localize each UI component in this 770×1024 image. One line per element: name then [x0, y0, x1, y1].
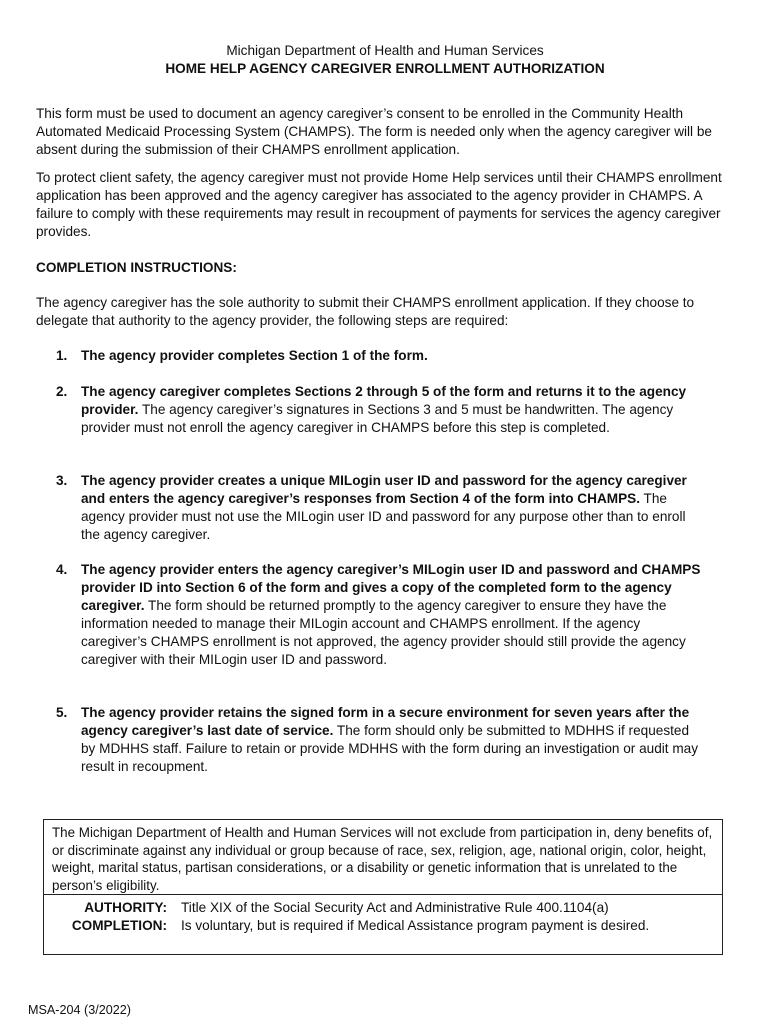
- step-text: The agency caregiver’s signatures in Sections 3 and 5 must be handwritten. The agency provider must not enroll the agency caregiver in CHAMPS before this step is completed.: [81, 402, 674, 435]
- step-text: The form should be returned promptly to the agency caregiver to ensure they have the information needed to manage their MILogin account and CHAMPS enrollment. If the agency caregiver’s CHAMPS enrollment is not approved, the agency provider should still provide the agency caregiver with their MILogin user ID and password.: [81, 598, 686, 667]
- step-number: 5.: [56, 705, 68, 720]
- instructions-heading: COMPLETION INSTRUCTIONS:: [36, 260, 237, 275]
- agency-name: Michigan Department of Health and Human Services: [226, 43, 544, 58]
- step-item: [56, 704, 706, 776]
- step-bold-text: The agency provider retains the signed form in a secure environment for seven years after the agency caregiver’s last date of service.: [81, 705, 690, 738]
- intro-paragraph-2: To protect client safety, the agency caregiver must not provide Home Help services until their CHAMPS enrollment application has been approved and the agency caregiver has associated to the agency provider in CHAMPS. A failure to comply with these requirements may result in recoupment of payments for services the agency caregiver provides.: [36, 170, 722, 239]
- form-title: HOME HELP AGENCY CAREGIVER ENROLLMENT AUTHORIZATION: [165, 61, 605, 76]
- completion-label: COMPLETION:: [71, 918, 167, 933]
- completion-row: [44, 917, 722, 935]
- step-number: 1.: [56, 348, 68, 363]
- step-number: 4.: [56, 562, 68, 577]
- authority-label: AUTHORITY:: [84, 900, 167, 915]
- step-number: 2.: [56, 384, 68, 399]
- step-text: The agency provider must not use the MILogin user ID and password for any purpose other than to enroll the agency caregiver.: [81, 491, 686, 542]
- instructions-lead: The agency caregiver has the sole authority to submit their CHAMPS enrollment application. If they choose to delegate that authority to the agency provider, the following steps are required:: [36, 295, 695, 328]
- step-text: The form should only be submitted to MDHHS if requested by MDHHS staff. Failure to retain or provide MDHHS with the form during an investigation or audit may result in recoupment.: [81, 723, 699, 774]
- authority-table: [44, 899, 722, 935]
- step-bold-text: The agency provider completes Section 1 of the form.: [81, 348, 428, 363]
- notice-box: [43, 819, 723, 955]
- step-item: [56, 383, 706, 437]
- step-item: [56, 561, 706, 669]
- step-item: [56, 472, 706, 544]
- intro-paragraph-1: This form must be used to document an agency caregiver’s consent to be enrolled in the Community Health Automated Medicaid Processing System (CHAMPS). The form is needed only when the agency caregiver will be absent during the submission of their CHAMPS enrollment application.: [36, 106, 712, 157]
- completion-value: Is voluntary, but is required if Medical Assistance program payment is desired.: [181, 918, 650, 933]
- form-id: MSA-204 (3/2022): [28, 1003, 131, 1017]
- step-bold-text: The agency caregiver completes Sections 2 through 5 of the form and returns it to the agency provider.: [81, 384, 687, 417]
- step-number: 3.: [56, 473, 68, 488]
- authority-row: [44, 899, 722, 917]
- step-item: [56, 347, 706, 365]
- step-bold-text: The agency provider enters the agency caregiver’s MILogin user ID and password and CHAMPS provider ID into Section 6 of the form and gives a copy of the completed form to the agency caregiver.: [81, 562, 701, 613]
- step-bold-text: The agency provider creates a unique MILogin user ID and password for the agency caregiver and enters the agency caregiver’s responses from Section 4 of the form into CHAMPS.: [81, 473, 687, 506]
- authority-value: Title XIX of the Social Security Act and Administrative Rule 400.1104(a): [181, 900, 609, 915]
- nondiscrimination-notice: The Michigan Department of Health and Human Services will not exclude from participation in, deny benefits of, or discriminate against any individual or group because of race, sex, religion, age, national origin, color, height, weight, marital status, partisan considerations, or a disability or genetic information that is unrelated to the person’s eligibility.: [44, 820, 722, 895]
